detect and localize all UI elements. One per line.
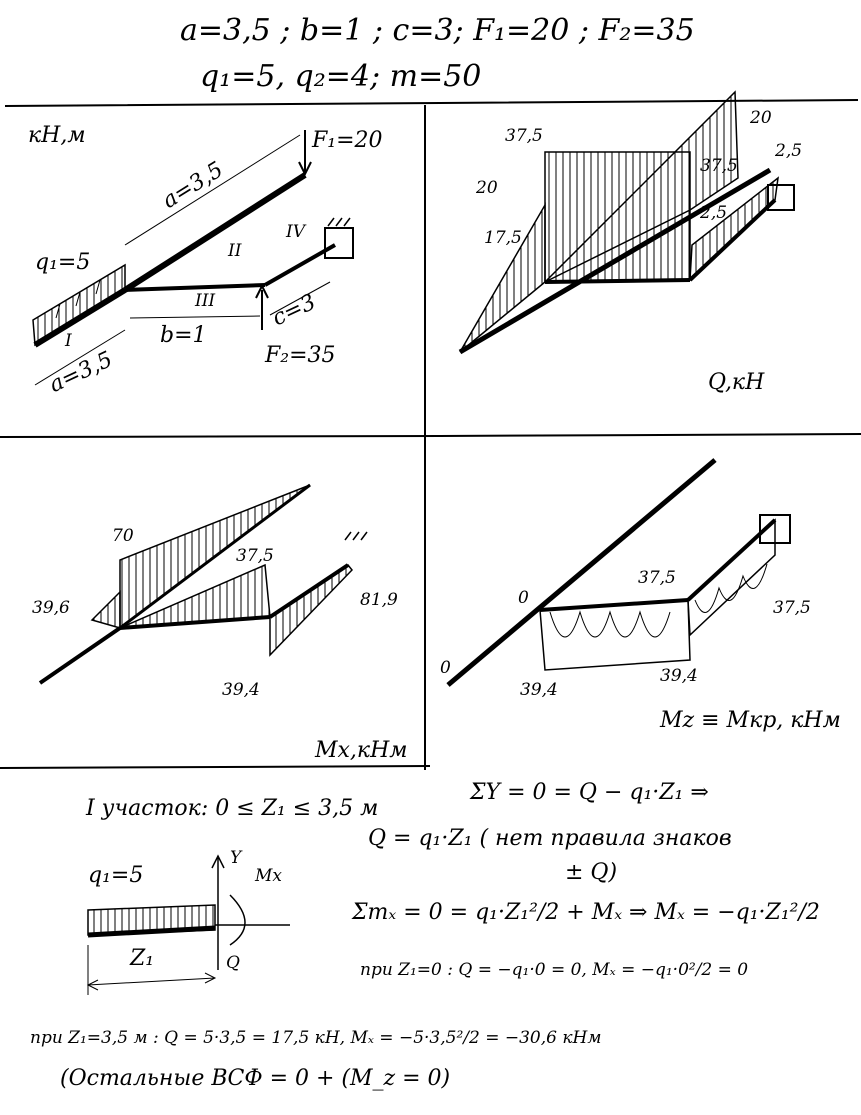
mz-diagram: [448, 460, 790, 685]
mz-value-39-4-a: 39,4: [520, 680, 558, 700]
scheme-f2: F₂=35: [265, 343, 336, 368]
q-diagram-title: Q,кН: [708, 370, 765, 395]
q-value-17-5: 17,5: [484, 228, 522, 248]
solution-sum-moments: Σmₓ = 0 = q₁·Z₁²/2 + Mₓ ⇒ Mₓ = −q₁·Z₁²/2: [352, 900, 820, 925]
mz-value-39-4-b: 39,4: [660, 666, 698, 686]
q-value-2-5-b: 2,5: [700, 203, 728, 223]
q-value-37-5-left: 37,5: [505, 126, 543, 146]
mz-value-0-a: 0: [440, 658, 451, 678]
scheme-c: c=3: [268, 289, 320, 332]
panel-dividers: [0, 100, 861, 770]
solution-q-expression: Q = q₁·Z₁ ( нет правила знаков: [368, 826, 732, 851]
q-value-2-5-a: 2,5: [775, 141, 803, 161]
mx-diagram: [40, 485, 367, 683]
fbd-q1-label: q₁=5: [88, 863, 144, 888]
solution-sign-note: ± Q): [565, 860, 618, 885]
solution-at-end: при Z₁=3,5 м : Q = 5·3,5 = 17,5 кН, Mₓ = −5·3,5²/2 = −30,6 кНм: [30, 1028, 602, 1048]
scheme-units: кН,м: [28, 123, 86, 148]
solution-section-range: I участок: 0 ≤ Z₁ ≤ 3,5 м: [86, 796, 379, 821]
fbd-mx-label: Mx: [255, 866, 282, 886]
scheme-section-3: III: [195, 291, 216, 311]
scheme-a-top: a=3,5: [158, 157, 228, 214]
fbd-y-axis-label: Y: [230, 848, 242, 868]
mx-value-39-6: 39,6: [32, 598, 70, 618]
mx-value-39-4: 39,4: [222, 680, 260, 700]
mx-value-37-5: 37,5: [236, 546, 274, 566]
mz-value-0-b: 0: [518, 588, 529, 608]
scheme-q1: q₁=5: [35, 250, 91, 275]
solution-other-forces: (Остальные ВСФ = 0 + (M_z = 0): [60, 1066, 451, 1091]
mz-value-37-5-a: 37,5: [638, 568, 676, 588]
scheme-f1: F₁=20: [312, 128, 383, 153]
fbd-z1-label: Z₁: [130, 946, 155, 971]
q-value-37-5-mid: 37,5: [700, 156, 738, 176]
mz-value-37-5-b: 37,5: [773, 598, 811, 618]
q-value-20-top: 20: [750, 108, 772, 128]
mz-diagram-title: Mz ≡ Mкр, кНм: [660, 708, 841, 733]
given-values-line-1: a=3,5 ; b=1 ; c=3; F₁=20 ; F₂=35: [180, 13, 695, 48]
scheme-section-1: I: [65, 331, 72, 351]
solution-at-zero: при Z₁=0 : Q = −q₁·0 = 0, Mₓ = −q₁·0²/2 = 0: [360, 960, 749, 980]
mx-value-70: 70: [112, 526, 134, 546]
mx-value-81-9: 81,9: [360, 590, 398, 610]
scheme-section-4: IV: [286, 222, 305, 242]
q-value-20-left: 20: [476, 178, 498, 198]
given-values-line-2: q₁=5, q₂=4; m=50: [200, 59, 482, 94]
fbd-q-label: Q: [226, 953, 240, 973]
scheme-section-2: II: [228, 241, 242, 261]
scheme-a-bottom: a=3,5: [45, 347, 117, 398]
scheme-b: b=1: [160, 323, 207, 348]
mx-diagram-title: Mx,кНм: [315, 738, 408, 763]
solution-sum-y: ΣY = 0 = Q − q₁·Z₁ ⇒: [470, 780, 709, 805]
